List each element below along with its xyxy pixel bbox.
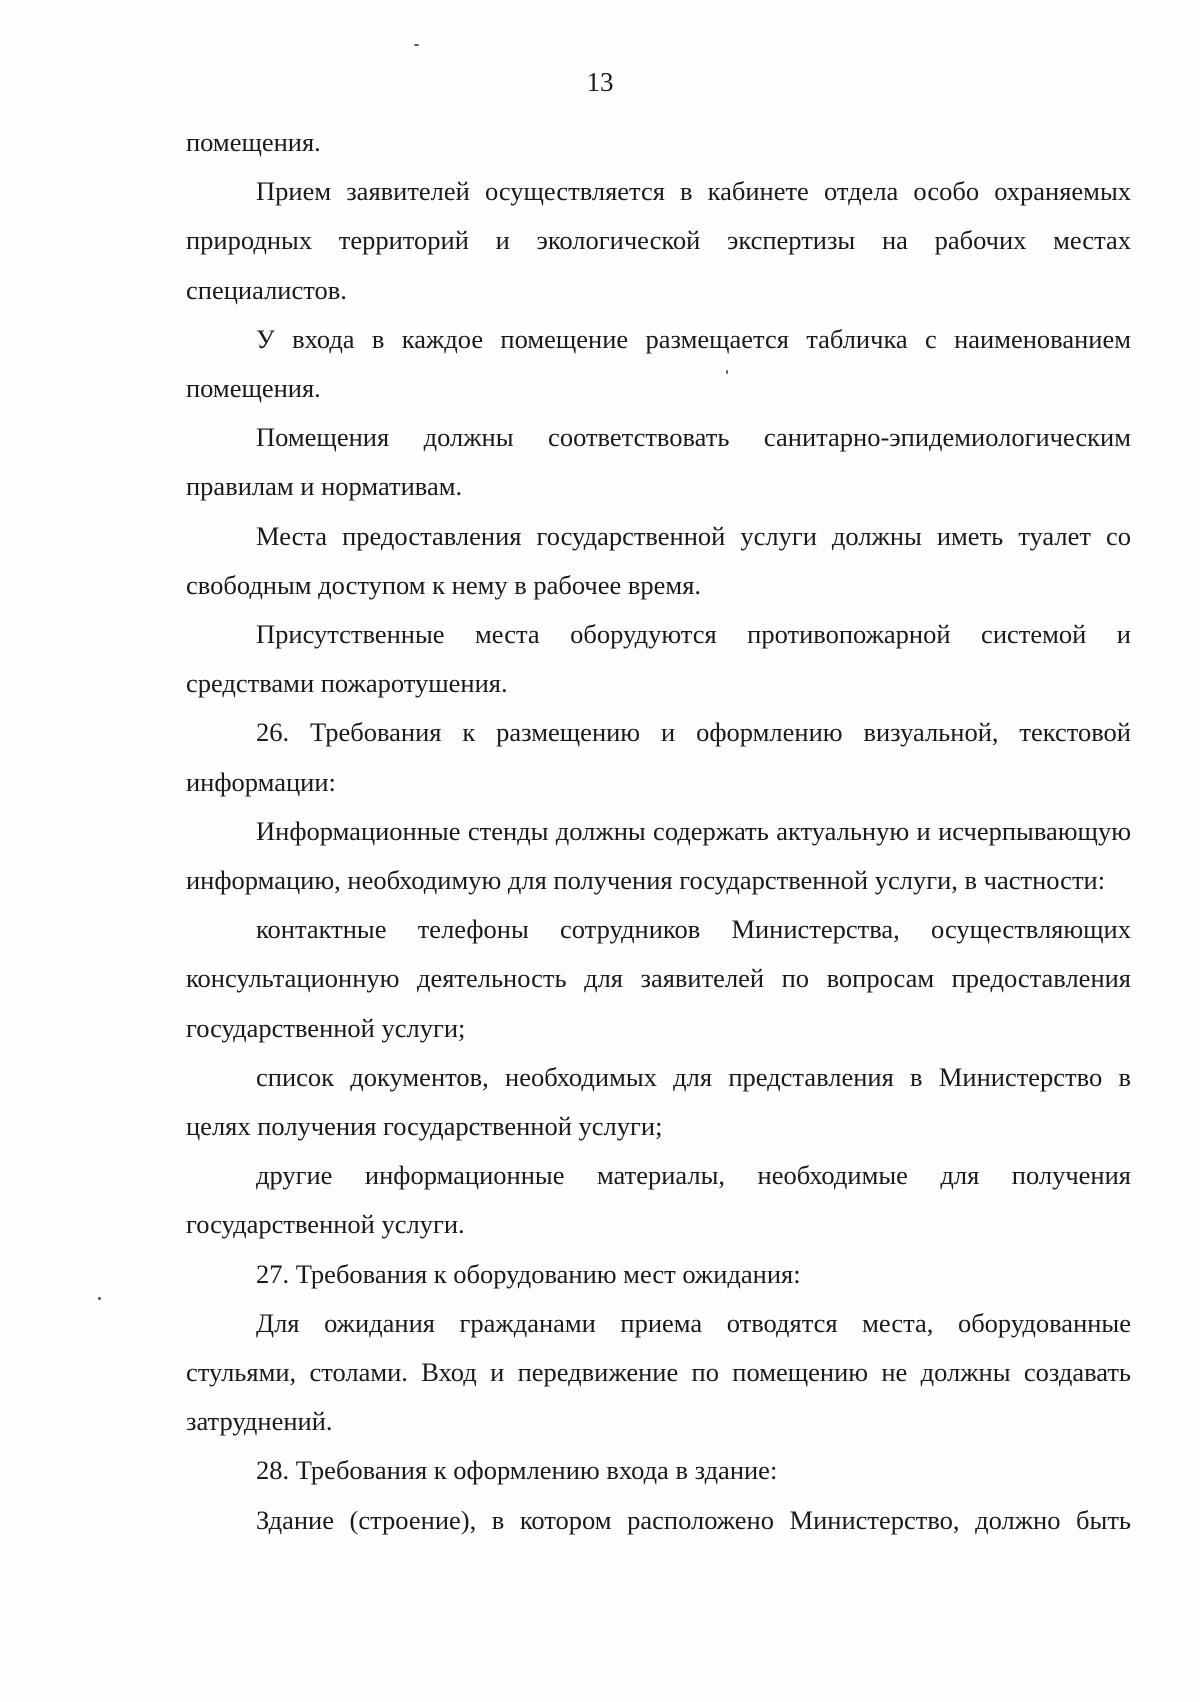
paragraph: контактные телефоны сотрудников Министерства, осуществляющих консультационную деятельность для заявителей по вопросам предоставления государственной услуги; (186, 914, 1131, 1043)
paragraph: Места предоставления государственной услуги должны иметь туалет со свободным доступом к нему в рабочее время. (186, 520, 1131, 600)
paragraph: Присутственные места оборудуются противопожарной системой и средствами пожаротушения. (186, 619, 1131, 699)
paragraph: 27. Требования к оборудованию мест ожидания: (256, 1258, 801, 1289)
paragraph: 26. Требования к размещению и оформлению визуальной, текстовой информации: (186, 717, 1131, 797)
scan-speck (414, 44, 419, 46)
paragraph: Для ожидания гражданами приема отводятся места, оборудованные стульями, столами. Вход и передвижение по помещению не должны создавать затруднений. (186, 1307, 1131, 1437)
page-number: 13 (586, 67, 614, 97)
paragraph: Информационные стенды должны содержать актуальную и исчерпывающую информацию, необходимую для получения государственной услуги, в частности: (186, 815, 1131, 896)
paragraph: Прием заявителей осуществляется в кабинете отдела особо охраняемых природных территорий и экологической экспертизы на рабочих местах специалистов. (186, 176, 1131, 305)
paragraph: Помещения должны соответствовать санитарно-эпидемиологическим правилам и нормативам. (186, 422, 1131, 502)
document-body (186, 118, 1131, 1545)
paragraph: список документов, необходимых для представления в Министерство в целях получения государственной услуги; (186, 1061, 1131, 1142)
paragraph: другие информационные материалы, необходимые для получения государственной услуги. (186, 1160, 1131, 1240)
paragraph: У входа в каждое помещение размещается табличка с наименованием помещения. (186, 323, 1131, 404)
paragraph: Здание (строение), в котором расположено Министерство, должно быть (256, 1504, 1131, 1535)
paragraph: 28. Требования к оформлению входа в здание: (256, 1455, 778, 1486)
scan-speck (98, 1297, 101, 1300)
paragraph: помещения. (186, 127, 321, 157)
